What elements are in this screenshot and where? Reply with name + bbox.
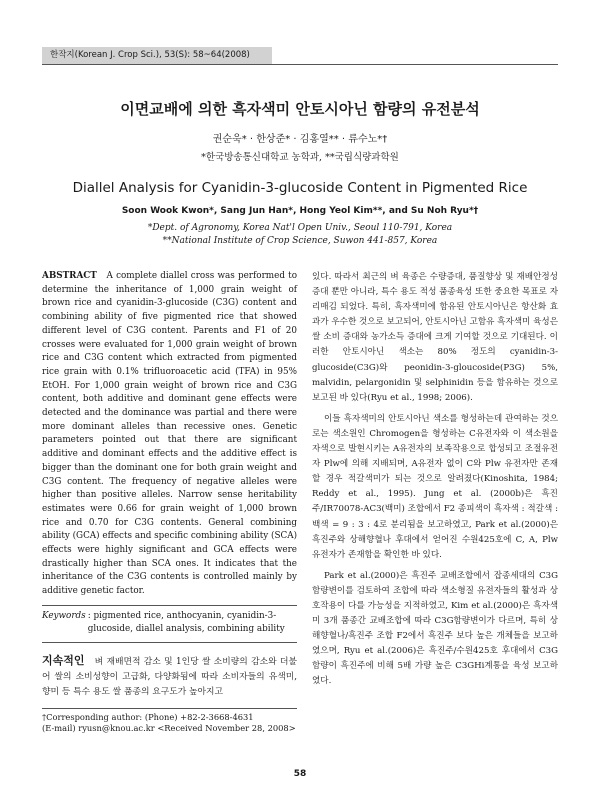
right-column: [312, 270, 558, 690]
page-number: 58: [293, 769, 307, 779]
keywords-label: Keywords: [42, 610, 86, 621]
intro-text: 벼 재배면적 감소 및 1인당 쌀 소비량의 감소와 더불어 쌀의 소비성향이 고급화, 다양화됨에 따라 소비자들의 유색미, 향미 등 특수 용도 쌀 품종의 요구도가 높아지고: [42, 656, 297, 697]
body-paragraph-2: 이들 흑자색미의 안토시아닌 색소를 형성하는데 관여하는 것으로는 색소원인 Chromogen을 형성하는 C유전자와 이 색소원을 자색으로 발현시키는 A유전자의 보족작용으로 합성되고 조절유전자 Plw에 의해 지배되며, A유전자 없이 C와 Plw 유전자만 존재할 경우 적갈색미가 되는 것으로 알려졌다(Kinoshita, 1984; Reddy et al., 1995). Jung et al. (2000b)은 흑진주/IR70078-AC3(백미) 조합에서 F2 종피색이 흑자색 : 적갈색 : 백색 = 9 : 3 : 4로 분리됨을 보고하였고, Park et al.(2000)은 흑진주와 상해향혈나 후대에서 얻어진 수원425호에 C, A, Plw 유전자가 존재함을 확인한 바 있다.: [312, 413, 558, 560]
korean-authors: 권순욱* · 한상준* · 김홍열** · 류수노*†: [212, 134, 388, 145]
english-title: Diallel Analysis for Cyanidin-3-glucoside Content in Pigmented Rice: [72, 180, 528, 196]
abstract-label: ABSTRACT: [42, 271, 97, 281]
abstract-text: A complete diallel cross was performed to determine the inheritance of 1,000 grain weight of brown rice and cyanidin-3-glucoside (C3G) content and combining ability of five pigmented rice that showed different level of C3G content. Parents and F1 of 20 crosses were evaluated for 1,000 grain weight of brown rice and C3G content which extracted from pigmented rice grain with 0.1% trifluoroacetic acid (TFA) in 95% EtOH. For 1,000 grain weight of brown rice and C3G content, both additive and dominant gene effects were detected and the dominance was partial and there were more dominant alleles than recessive ones. Genetic parameters pointed out that there are significant additive and dominant effects and the additive effect is bigger than the dominant one for both grain weight and C3G content. The frequency of negative alleles were higher than positive alleles. Narrow sense heritability estimates were 0.66 for grain weight of 1,000 brown rice and 0.70 for C3G contents. General combining ability (GCA) effects and specific combining ability (SCA) effects were highly significant and GCA effects were drastically higher than SCA ones. It indicates that the inheritance of the C3G contents is controlled mainly by additive genetic factor.: [42, 271, 298, 597]
keywords: [42, 610, 297, 636]
keywords-rule: [42, 642, 297, 643]
keywords-text: : pigmented rice, anthocyanin, cyanidin-3-glucoside, diallel analysis, combining ability: [87, 610, 285, 634]
body-paragraph-1: 있다. 따라서 최근의 벼 육종은 수량증대, 품질향상 및 재배안정성 증대 뿐만 아니라, 특수 용도 적성 품종육성 또한 중요한 목표로 자리매김 되었다. 특히, 흑자색미에 함유된 안토시아닌은 항산화 효과가 우수한 것으로 보고되어, 안토시아닌 고함유 흑자색미 육성은 쌀 소비 증대와 농가소득 증대에 크게 기여할 것으로 기대된다. 이러한 안토시아닌 색소는 80% 정도의 cyanidin-3-glucoside(C3G)와 peonidin-3-gloucoside(P3G) 5%, malvidin, pelargonidin 및 selphinidin 등을 함유하는 것으로 보고된 바 있다(Ryu et al., 1998; 2006).: [312, 272, 558, 403]
journal-citation: 한작지(Korean J. Crop Sci.), 53(S): 58~64(2008): [42, 47, 272, 64]
intro-heading: 지속적인: [42, 653, 85, 667]
introduction: [42, 653, 297, 700]
abstract: [42, 270, 297, 599]
footnote-phone: †Corresponding author: (Phone) +82-2-3668-4631: [42, 711, 254, 722]
body-paragraph-3: Park et al.(2000)은 흑진주 교배조합에서 잡종세대의 C3G 함량변이를 검토하여 조합에 따라 색소형질 유전자들의 활성과 상호작용이 다를 가능성을 지적하였고, Kim et al.(2000)은 흑자색미 3개 품종간 교배조합에 따라 C3G함량변이가 다르며, 특히 상해향혈나/흑진주 조합 F2에서 흑진주 보다 높은 개체들을 보고하였으며, Ryu et al.(2006)은 흑진주/수원425호 후대에서 C3G함량이 흑진주에 비해 5배 가량 높은 C3GHi계통을 육성 보고하였다.: [312, 570, 558, 687]
korean-affiliation: *한국방송통신대학교 농학과, **국립식량과학원: [201, 152, 399, 163]
left-column: [42, 270, 297, 735]
abstract-rule: [42, 605, 297, 606]
english-affiliation: [0, 222, 600, 248]
footnote-rule: [42, 708, 297, 709]
korean-title: 이면교배에 의한 흑자색미 안토시아닌 함량의 유전분석: [120, 100, 480, 118]
footnote-email: (E-mail) ryusn@knou.ac.kr <Received November 28, 2008>: [42, 723, 296, 734]
affiliation-line-2: **National Institute of Crop Science, Suwon 441-857, Korea: [162, 236, 438, 246]
english-authors: Soon Wook Kwon*, Sang Jun Han*, Hong Yeol Kim**, and Su Noh Ryu*†: [121, 206, 479, 216]
header-rule: [42, 64, 558, 65]
affiliation-line-1: *Dept. of Agronomy, Korea Nat'l Open Univ., Seoul 110-791, Korea: [147, 223, 453, 233]
corresponding-footnote: [42, 712, 297, 735]
